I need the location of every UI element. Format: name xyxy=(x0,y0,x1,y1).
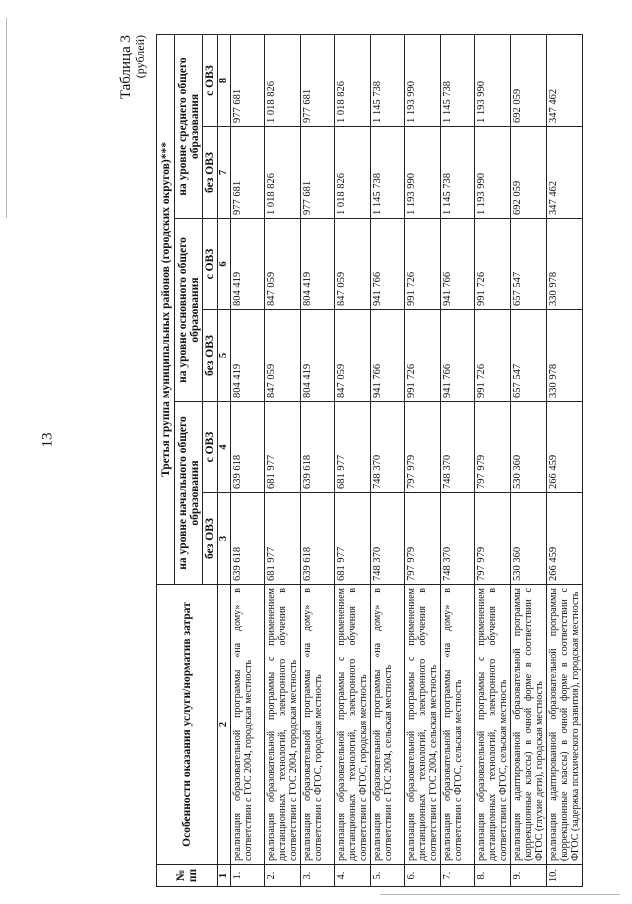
cost-value: 657 547 xyxy=(511,219,547,310)
header-level-primary: на уровне начального общего образования xyxy=(175,402,203,585)
cost-value: 991 726 xyxy=(405,310,441,402)
cost-value: 1 193 990 xyxy=(405,127,441,219)
cost-value: 1 145 738 xyxy=(441,127,475,219)
cost-value: 681 977 xyxy=(265,493,301,585)
cost-value: 681 977 xyxy=(335,402,371,493)
cost-value: 847 059 xyxy=(335,219,371,310)
cost-value: 1 193 990 xyxy=(475,127,511,219)
cost-value: 941 766 xyxy=(441,310,475,402)
cost-value: 681 977 xyxy=(265,402,301,493)
cost-value: 804 419 xyxy=(301,219,335,310)
table-row xyxy=(441,34,475,886)
column-index-row xyxy=(218,34,231,886)
row-number: 5. xyxy=(371,865,405,887)
cost-value: 804 419 xyxy=(301,310,335,402)
cost-value: 1 018 826 xyxy=(335,127,371,219)
row-description: реализация образовательной программы «на дому» в соответствии с ФГОС, сельская местность xyxy=(441,585,475,865)
table-row xyxy=(231,34,265,886)
column-index: 7 xyxy=(218,127,231,219)
row-number: 4. xyxy=(335,865,371,887)
cost-value: 991 726 xyxy=(475,310,511,402)
header-level-secondary: на уровне среднего общего образования xyxy=(175,34,203,218)
scan-line-left xyxy=(6,18,7,218)
table-caption xyxy=(118,35,147,99)
row-number: 3. xyxy=(301,865,335,887)
cost-value: 804 419 xyxy=(231,219,265,310)
cost-value: 266 459 xyxy=(547,402,583,493)
cost-value: 1 193 990 xyxy=(405,34,441,126)
cost-value: 748 370 xyxy=(441,493,475,585)
row-number: 9. xyxy=(511,865,547,887)
cost-value: 347 462 xyxy=(547,34,583,126)
table-row xyxy=(475,34,511,886)
row-number: 10. xyxy=(547,865,583,887)
table-row xyxy=(547,34,583,886)
cost-value: 347 462 xyxy=(547,127,583,219)
header-with-ovz: с ОВЗ xyxy=(203,402,218,493)
cost-value: 266 459 xyxy=(547,493,583,585)
cost-value: 804 419 xyxy=(231,310,265,402)
cost-value: 1 018 826 xyxy=(265,127,301,219)
cost-value: 847 059 xyxy=(265,219,301,310)
cost-value: 941 766 xyxy=(371,310,405,402)
cost-value: 977 681 xyxy=(301,34,335,126)
header-group: Третья группа муниципальных районов (городских округов)*** xyxy=(157,34,175,584)
header-row-number: № пп xyxy=(157,865,218,887)
row-description: реализация образовательной программы с применением дистанционных технологий, электронного обучения в соответствии с ФГОС, сельская местность xyxy=(475,585,511,865)
column-index: 3 xyxy=(218,493,231,585)
row-number: 7. xyxy=(441,865,475,887)
table-title: Таблица 3 xyxy=(118,35,134,100)
row-description: реализация образовательной программы «на дому» в соответствии с ГОС 2004, сельская местность xyxy=(371,585,405,865)
cost-value: 692 059 xyxy=(511,34,547,126)
table-row xyxy=(335,34,371,886)
table-row xyxy=(301,34,335,886)
cost-value: 639 618 xyxy=(301,493,335,585)
header-with-ovz: с ОВЗ xyxy=(203,219,218,310)
row-number: 8. xyxy=(475,865,511,887)
table-units: (рублей) xyxy=(133,35,147,79)
header-level-basic: на уровне основного общего образования xyxy=(175,219,203,402)
header-with-ovz: с ОВЗ xyxy=(203,34,218,126)
cost-value: 748 370 xyxy=(371,493,405,585)
cost-value: 847 059 xyxy=(265,310,301,402)
row-description: реализация образовательной программы с применением дистанционных технологий, электронного обучения в соответствии с ФГОС, городская местность xyxy=(335,585,371,865)
cost-table xyxy=(156,34,583,887)
cost-value: 847 059 xyxy=(335,310,371,402)
column-index: 1 xyxy=(218,865,231,887)
row-number: 1. xyxy=(231,865,265,887)
table-body xyxy=(218,34,583,886)
scan-line-bottom xyxy=(380,894,620,895)
cost-value: 797 979 xyxy=(405,493,441,585)
row-description: реализация адаптированной образовательной программы (коррекционные классы) в очной форме в соответствии с ФГОС (задержка психического развития), городская местность xyxy=(547,585,583,865)
cost-value: 797 979 xyxy=(475,402,511,493)
table-row xyxy=(371,34,405,886)
table-row xyxy=(511,34,547,886)
cost-value: 681 977 xyxy=(335,493,371,585)
row-description: реализация образовательной программы с применением дистанционных технологий, электронного обучения в соответствии с ГОС 2004, сельская местность xyxy=(405,585,441,865)
cost-value: 977 681 xyxy=(301,127,335,219)
row-description: реализация образовательной программы с применением дистанционных технологий, электронного обучения в соответствии с ГОС 2004, городская местность xyxy=(265,585,301,865)
cost-value: 530 360 xyxy=(511,493,547,585)
cost-value: 748 370 xyxy=(441,402,475,493)
cost-value: 1 145 738 xyxy=(371,34,405,126)
cost-value: 639 618 xyxy=(231,493,265,585)
cost-value: 657 547 xyxy=(511,310,547,402)
page-number: 13 xyxy=(39,432,56,448)
row-description: реализация образовательной программы «на дому» в соответствии с ГОС 2004, городская местность xyxy=(231,585,265,865)
column-index: 4 xyxy=(218,402,231,493)
cost-value: 941 766 xyxy=(371,219,405,310)
cost-value: 797 979 xyxy=(475,493,511,585)
cost-value: 639 618 xyxy=(301,402,335,493)
cost-value: 797 979 xyxy=(405,402,441,493)
header-description: Особенности оказания услуги/норматив затрат xyxy=(157,585,218,865)
cost-value: 330 978 xyxy=(547,219,583,310)
cost-value: 692 059 xyxy=(511,127,547,219)
header-without-ovz: без ОВЗ xyxy=(203,127,218,219)
cost-value: 991 726 xyxy=(475,219,511,310)
cost-value: 330 978 xyxy=(547,310,583,402)
cost-value: 991 726 xyxy=(405,219,441,310)
column-index: 2 xyxy=(218,585,231,865)
column-index: 5 xyxy=(218,310,231,402)
cost-value: 977 681 xyxy=(231,34,265,126)
cost-value: 639 618 xyxy=(231,402,265,493)
cost-value: 748 370 xyxy=(371,402,405,493)
header-without-ovz: без ОВЗ xyxy=(203,310,218,402)
cost-value: 530 360 xyxy=(511,402,547,493)
cost-value: 1 018 826 xyxy=(265,34,301,126)
rotated-page xyxy=(118,35,581,887)
column-index: 6 xyxy=(218,219,231,310)
table-row xyxy=(405,34,441,886)
cost-value: 1 145 738 xyxy=(441,34,475,126)
cost-value: 1 193 990 xyxy=(475,34,511,126)
row-number: 2. xyxy=(265,865,301,887)
header-without-ovz: без ОВЗ xyxy=(203,493,218,585)
table-row xyxy=(265,34,301,886)
cost-value: 941 766 xyxy=(441,219,475,310)
row-description: реализация адаптированной образовательной программы (коррекционные классы) в очной форме в соответствии с ФГОС (глухие дети), городская местность xyxy=(511,585,547,865)
column-index: 8 xyxy=(218,34,231,126)
cost-value: 977 681 xyxy=(231,127,265,219)
row-number: 6. xyxy=(405,865,441,887)
row-description: реализация образовательной программы «на дому» в соответствии с ФГОС, городская местность xyxy=(301,585,335,865)
cost-value: 1 018 826 xyxy=(335,34,371,126)
cost-value: 1 145 738 xyxy=(371,127,405,219)
